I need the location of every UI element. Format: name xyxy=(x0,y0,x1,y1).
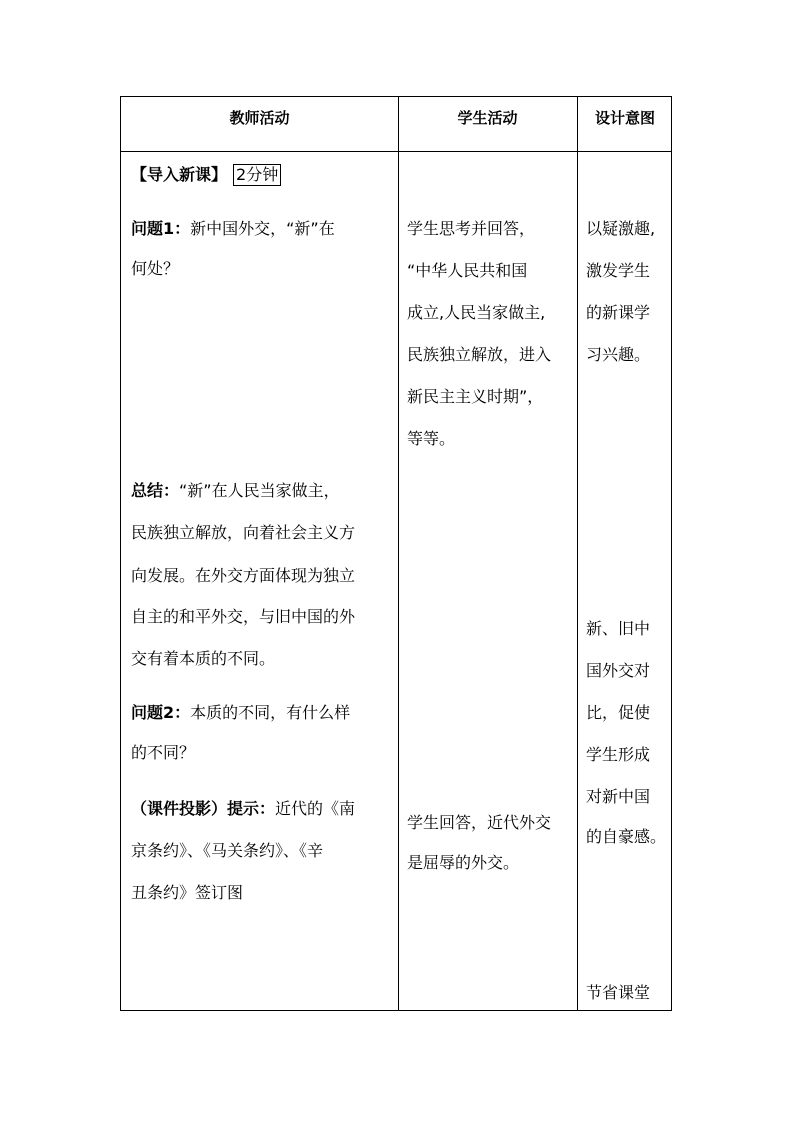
intro-time-box: 2分钟 xyxy=(233,164,281,186)
summary-label: 总结： xyxy=(131,481,180,500)
hint-line-3: 丑条约》签订图 xyxy=(131,883,244,902)
header-divider xyxy=(121,151,671,152)
answer-1-line-2: “中华人民共和国 xyxy=(407,261,528,280)
design-2-line-2: 国外交对 xyxy=(586,661,651,680)
question-2-line-2: 的不同？ xyxy=(131,743,196,762)
column-divider-2 xyxy=(577,97,578,1010)
intro-heading xyxy=(131,164,281,186)
hint-label: （课件投影）提示： xyxy=(131,799,276,818)
answer-2-line-1: 学生回答，近代外交 xyxy=(407,813,552,832)
hint-line-2: 京条约》、《马关条约》、《辛 xyxy=(131,841,324,860)
question-2-text: 本质的不同，有什么样 xyxy=(190,703,351,722)
answer-1-line-6: 等等。 xyxy=(407,429,456,448)
summary-text: “新”在人民当家做主， xyxy=(179,481,340,500)
answer-2-line-2: 是屈辱的外交。 xyxy=(407,853,520,872)
design-1-line-2: 激发学生 xyxy=(586,261,651,280)
question-1-line-1 xyxy=(131,219,335,239)
summary-line-2: 民族独立解放，向着社会主义方 xyxy=(131,523,356,542)
design-2-line-1: 新、旧中 xyxy=(586,619,651,638)
header-design-intent: 设计意图 xyxy=(594,109,655,127)
question-2-line-1 xyxy=(131,703,350,723)
design-1-line-3: 的新课学 xyxy=(586,303,651,322)
question-1-text: 新中国外交，“新”在 xyxy=(190,219,335,238)
answer-1-line-3: 成立,人民当家做主, xyxy=(407,303,546,322)
design-2-line-6: 的自豪感。 xyxy=(586,827,667,846)
intro-title: 【导入新课】 xyxy=(131,165,228,184)
column-divider-1 xyxy=(398,97,399,1010)
summary-line-4: 自主的和平外交，与旧中国的外 xyxy=(131,607,356,626)
summary-line-5: 交有着本质的不同。 xyxy=(131,649,276,668)
hint-line-1 xyxy=(131,799,355,819)
answer-1-line-5: 新民主主义时期”， xyxy=(407,387,544,406)
hint-text: 近代的《南 xyxy=(275,799,356,818)
design-1-line-1: 以疑激趣, xyxy=(586,219,656,238)
design-2-line-5: 对新中国 xyxy=(586,787,651,806)
question-1-line-2: 何处？ xyxy=(131,259,180,278)
header-teacher-activity: 教师活动 xyxy=(229,109,290,127)
design-2-line-4: 学生形成 xyxy=(586,745,651,764)
lesson-table xyxy=(120,96,672,1011)
design-2-line-3: 比，促使 xyxy=(586,703,651,722)
answer-1-line-1: 学生思考并回答， xyxy=(407,219,536,238)
question-2-label: 问题2： xyxy=(131,703,191,722)
design-1-line-4: 习兴趣。 xyxy=(586,345,651,364)
summary-line-3: 向发展。在外交方面体现为独立 xyxy=(131,566,356,585)
summary-line-1 xyxy=(131,481,340,501)
question-1-label: 问题1： xyxy=(131,219,191,238)
header-student-activity: 学生活动 xyxy=(457,109,518,127)
design-3-line-1: 节省课堂 xyxy=(586,983,651,1002)
answer-1-line-4: 民族独立解放，进入 xyxy=(407,345,552,364)
